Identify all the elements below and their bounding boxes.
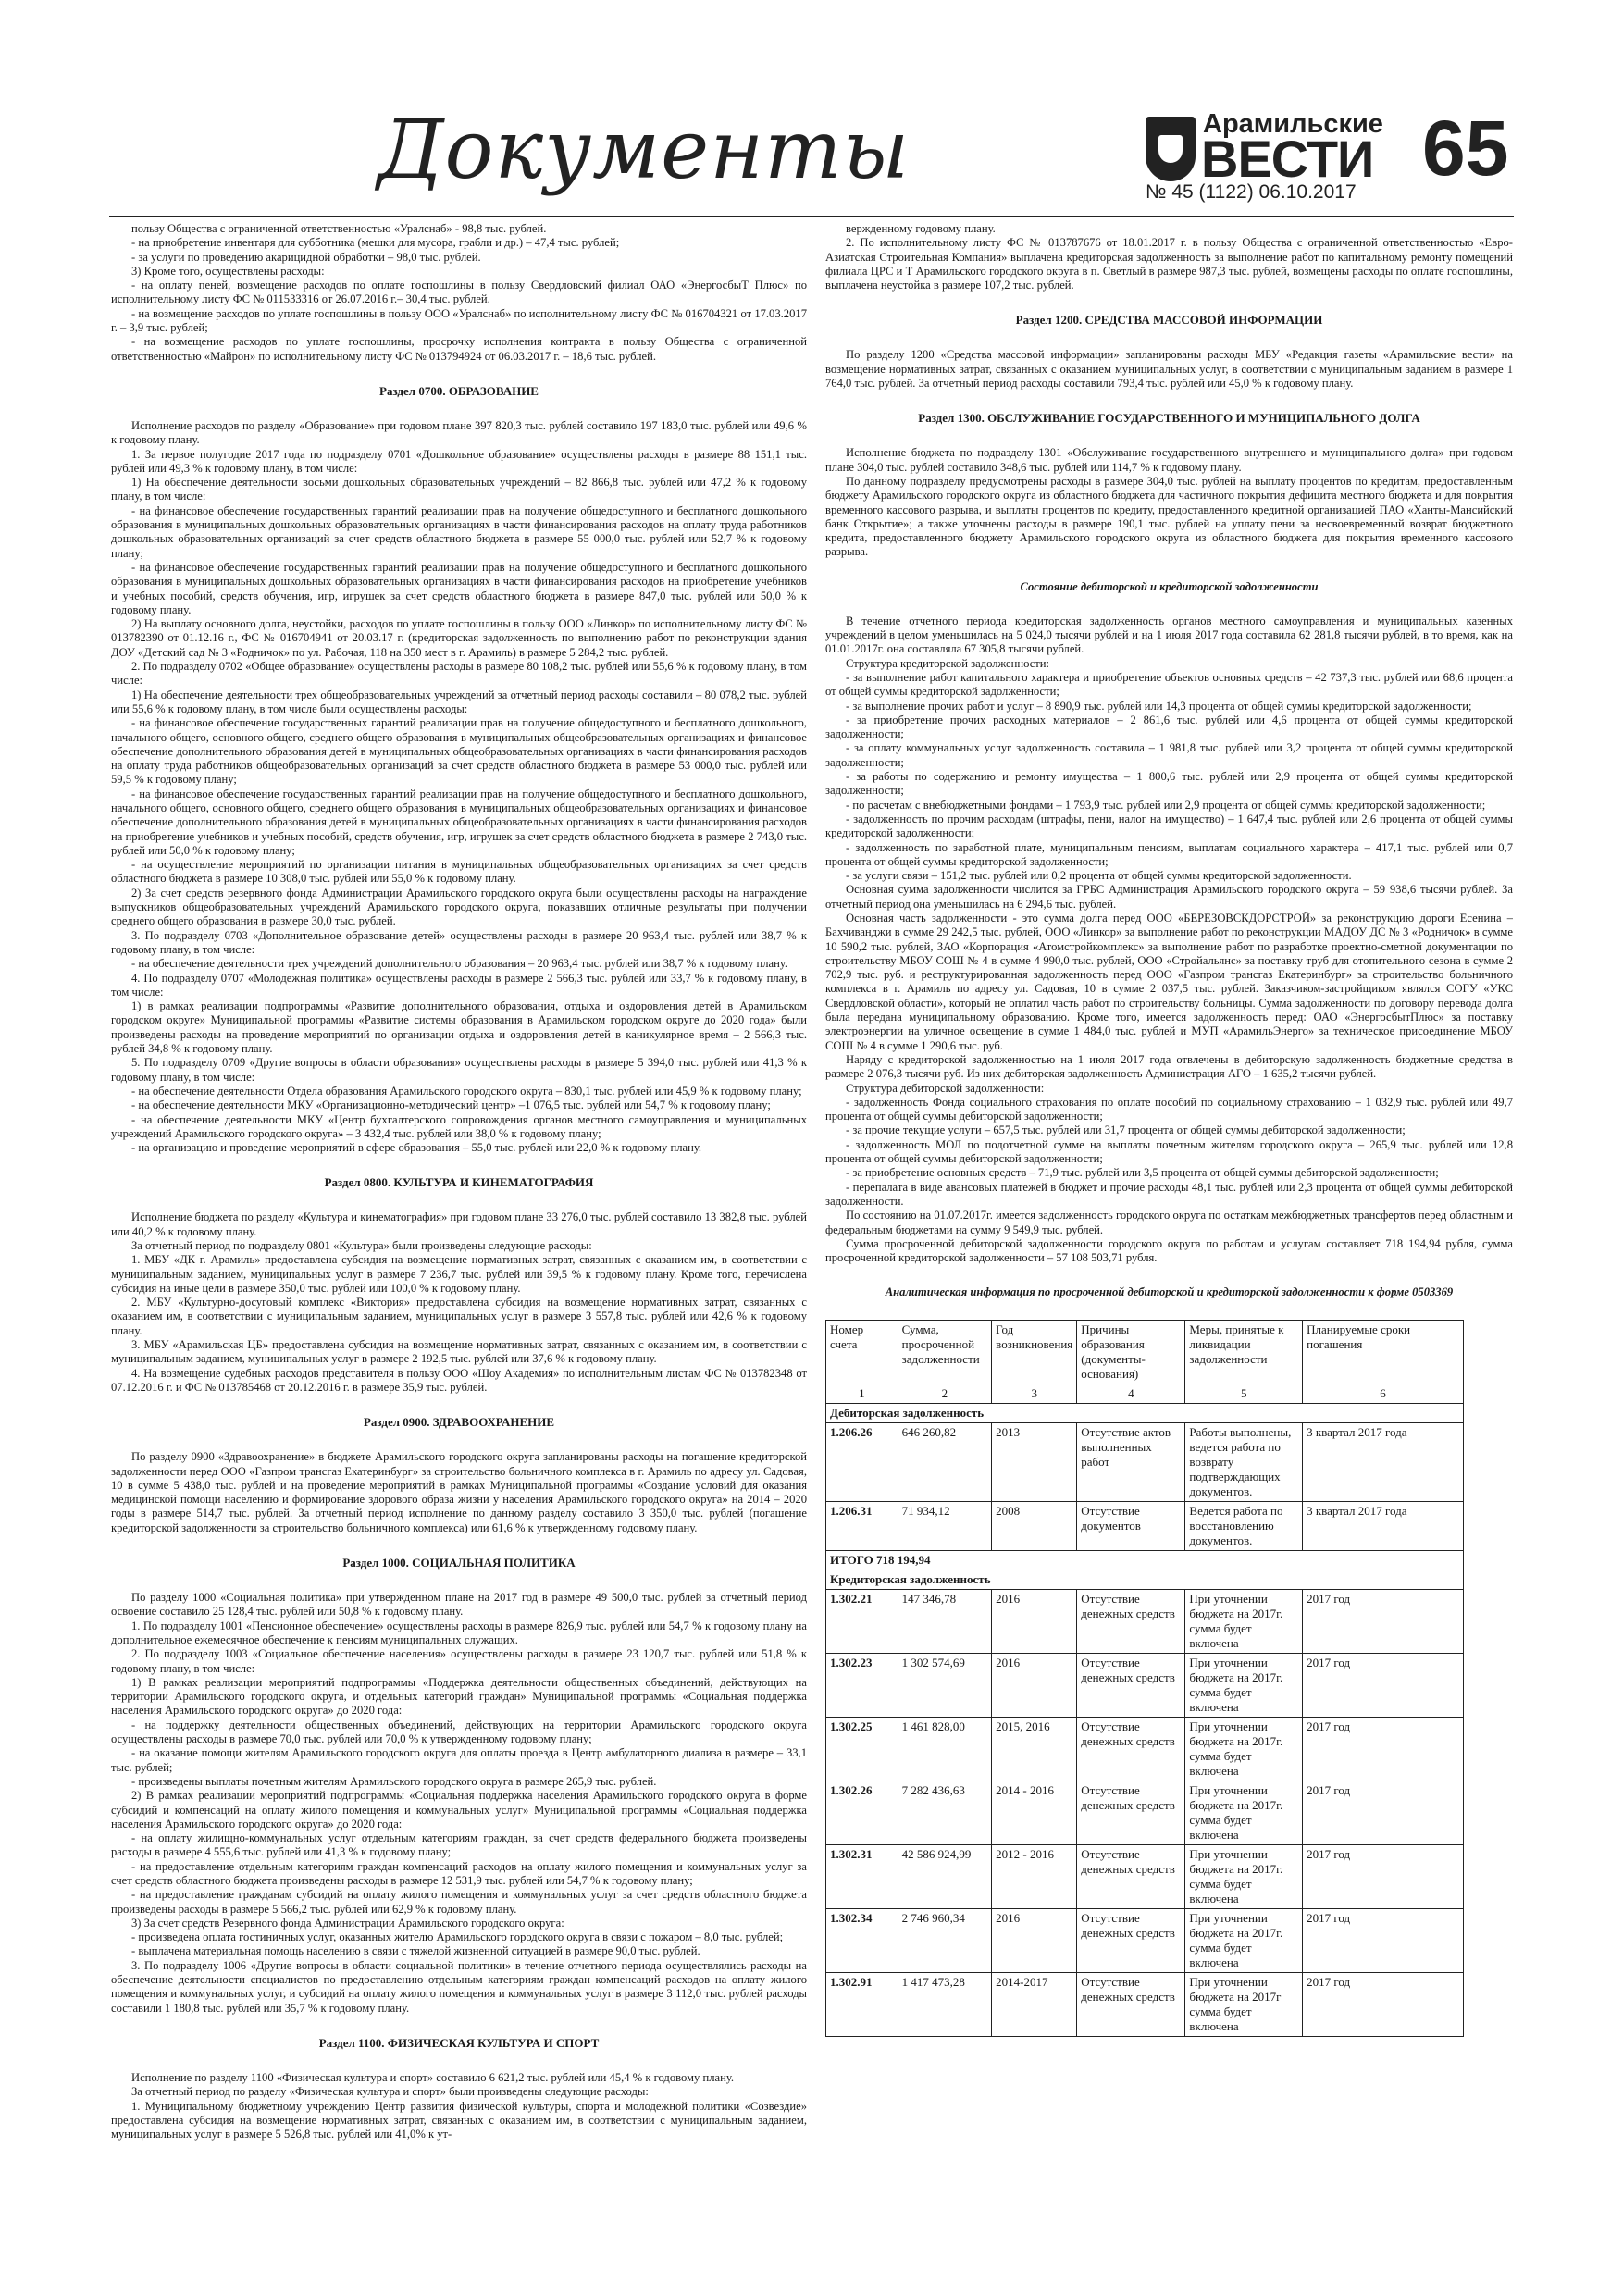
table-cell: Отсутствие актов выполненных работ [1077,1423,1185,1502]
header-divider [109,216,1514,217]
sub-heading: Состояние дебиторской и кредиторской задолженности [1020,579,1319,593]
paragraph: - за оплату коммунальных услуг задолженность составила – 1 981,8 тыс. рублей или 3,2 процента от общей суммы кредиторской задолженности; [825,741,1513,769]
paragraph: - за выполнение прочих работ и услуг – 8 890,9 тыс. рублей или 14,3 процента от общей суммы кредиторской задолженности; [846,699,1472,713]
right-column-text [825,222,1513,1299]
paragraph: - на финансовое обеспечение государственных гарантий реализации прав на получение общедоступного и бесплатного дошкольного, начального общего, основного общего, среднего общего образования в муниципальных общеобразовательных организациях и финансовое обеспечение дополнительного образования детей в муниципальных общеобразовательных организациях в части финансирования расходов на оплату труда работников общеобразовательных организаций за счет средств областного бюджета в размере 53 000,0 тыс. рублей или 59,5 % к годовому плану; [111,716,807,787]
paragraph: - на поддержку деятельности общественных объединений, действующих на территории Арамильского городского округа осуществлены расходы в размере 70,0 тыс. рублей или 70,0 % к утвержденному годовому плану; [111,1718,807,1746]
paragraph: - за прочие текущие услуги – 657,5 тыс. рублей или 31,7 процента от общей суммы дебиторской задолженности; [846,1123,1406,1137]
section-title: Документы [378,102,911,197]
paragraph: - на организацию и проведение мероприятий в сфере образования – 55,0 тыс. рублей или 22,0 % к годовому плану. [131,1141,702,1155]
section-heading: Раздел 0900. ЗДРАВООХРАНЕНИЕ [363,1415,555,1430]
table-row [826,1718,1464,1781]
section-heading: Раздел 1100. ФИЗИЧЕСКАЯ КУЛЬТУРА И СПОРТ [318,2035,600,2050]
table-cell: 1.206.26 [826,1423,898,1502]
paragraph: Наряду с кредиторской задолженностью на 1 июля 2017 года отвлечены в дебиторскую задолженность бюджетные средства в размере 2 076,3 тысячи руб. Из них дебиторская задолженность Администрация АГО – 1 635,2 тысячи рублей. [825,1052,1513,1081]
paragraph: 3. По подразделу 0703 «Дополнительное образование детей» осуществлены расходы в размере 20 963,4 тыс. рублей или 38,7 % к годовому плану, в том числе: [111,928,807,956]
table-cell: 2 746 960,34 [898,1909,992,1973]
logo-name-top: Арамильские [1203,109,1383,139]
table-cell: 2014-2017 [992,1973,1077,2037]
table-cell: 2017 год [1303,1654,1464,1718]
table-header-row [826,1321,1464,1384]
paragraph: Исполнение бюджета по разделу «Культура и кинематография» при годовом плане 33 276,0 тыс. рублей составило 13 382,8 тыс. рублей или 40,2 % к годовому плану. [111,1210,807,1238]
paragraph: 2) В рамках реализации мероприятий подпрограммы «Социальная поддержка населения Арамильского городского округа в форме субсидий и компенсаций на оплату жилого помещения и коммунальных услуг» Муниципальной программы «Социальная поддержка населения Арамильского городского округа» до 2020 года: [111,1789,807,1831]
table-cell: При уточнении бюджета на 2017г. сумма будет включена [1185,1718,1303,1781]
col-number: 5 [1185,1384,1303,1404]
paragraph: По разделу 1000 «Социальная политика» при утвержденном плане на 2017 год в размере 49 500,0 тыс. рублей за отчетный период освоение составило 25 128,4 тыс. рублей или 50,8 % к годовому плану. [111,1591,807,1619]
paragraph: 1. МБУ «ДК г. Арамиль» предоставлена субсидия на возмещение нормативных затрат, связанных с оказанием им, в соответствии с муниципальным заданием, муниципальных услуг в размере 7 236,7 тыс. рублей или 39,5 % к годовому плану. Кроме того, перечислена субсидия на иные цели в размере 350,0 тыс. рублей или 100,0 % к годовому плану. [111,1253,807,1295]
table-cell: 2016 [992,1590,1077,1654]
table-cell: 1 461 828,00 [898,1718,992,1781]
table-cell: Отсутствие денежных средств [1077,1909,1185,1973]
table-cell: 2017 год [1303,1845,1464,1909]
table-cell: 1.302.21 [826,1590,898,1654]
paragraph: 1) На обеспечение деятельности трех общеобразовательных учреждений за отчетный период расходы составили – 80 078,2 тыс. рублей или 55,6 % к годовому плану, в том числе были осуществлены расходы: [111,688,807,715]
table-cell: 2017 год [1303,1781,1464,1845]
paragraph: 2. МБУ «Культурно-досуговый комплекс «Виктория» предоставлена субсидия на возмещение нормативных затрат, связанных с оказанием им, в соответствии с муниципальным заданием, муниципальных услуг в размере 3 557,8 тыс. рублей или 42,6 % к годовому плану. [111,1296,807,1337]
table-cell: 3 квартал 2017 года [1303,1423,1464,1502]
issue-info: № 45 (1122) 06.10.2017 [1146,181,1357,203]
table-cell: 7 282 436,63 [898,1781,992,1845]
paragraph: - произведены выплаты почетным жителям Арамильского городского округа в размере 265,9 тыс. рублей. [131,1774,657,1788]
paragraph: 4. По подразделу 0707 «Молодежная политика» осуществлены расходы в размере 2 566,3 тыс. рублей или 33,7 % к годовому плану, в том числе: [111,971,807,999]
page-number: 65 [1422,105,1509,192]
col-header: Причины образования (документы-основания) [1077,1321,1185,1384]
paragraph: - на возмещение расходов по уплате госпошлины, просрочку исполнения контракта в пользу Общества с ограниченной ответственностью «Майрон» по исполнительному листу ФС № 013794924 от 06.03.2017 г. – 18,6 тыс. рублей. [111,335,807,363]
table-cell: При уточнении бюджета на 2017г сумма будет включена [1185,1973,1303,2037]
paragraph: 3. МБУ «Арамильская ЦБ» предоставлена субсидия на возмещение нормативных затрат, связанных с оказанием им, в соответствии с муниципальным заданием, муниципальных услуг в размере 2 192,5 тыс. рублей или 37,6 % к годовому плану. [111,1338,807,1366]
paragraph: - за услуги связи – 151,2 тыс. рублей или 0,2 процента от общей суммы кредиторской задолженности. [846,869,1352,883]
table-row [826,1590,1464,1654]
paragraph: - выплачена материальная помощь населению в связи с тяжелой жизненной ситуацией в размере 90,0 тыс. рублей. [131,1944,700,1958]
paragraph: - на предоставление отдельным категориям граждан компенсаций расходов на оплату жилого помещения и коммунальных услуг за счет средств областного бюджета произведены расходы в размере 12 531,9 тыс. рублей или 54,7 % к годовому плану; [111,1859,807,1887]
table-cell: 2016 [992,1909,1077,1973]
table-cell: 2014 - 2016 [992,1781,1077,1845]
paragraph: 4. На возмещение судебных расходов представителя в пользу ООО «Шоу Академия» по исполнительным листам ФС № 013782348 от 07.12.2016 г. и ФС № 013785468 от 20.12.2016 г. в размере 35,9 тыс. рублей. [111,1366,807,1394]
paragraph: За отчетный период по подразделу 0801 «Культура» были произведены следующие расходы: [131,1239,592,1252]
col-header: Меры, принятые к ликвидации задолженности [1185,1321,1303,1384]
table-cell: При уточнении бюджета на 2017г. сумма будет включена [1185,1781,1303,1845]
paragraph: - задолженность по прочим расходам (штрафы, пени, налог на имущество) – 1 647,4 тыс. рублей или 2,6 процента от общей суммы кредиторской задолженности; [825,812,1513,840]
paragraph: - на осуществление мероприятий по организации питания в муниципальных общеобразовательных организациях за счет средств областного бюджета в размере 10 308,0 тыс. рублей или 55,0 % к годовому плану. [111,858,807,886]
table-row [826,1423,1464,1502]
table-cell: 71 934,12 [898,1502,992,1551]
table-cell: 1.206.31 [826,1502,898,1551]
paragraph: Структура дебиторской задолженности: [846,1081,1045,1095]
newspaper-logo [1146,104,1383,188]
paragraph: - по расчетам с внебюджетными фондами – 1 793,9 тыс. рублей или 2,9 процента от общей суммы кредиторской задолженности; [846,798,1486,812]
section-heading: Раздел 0700. ОБРАЗОВАНИЕ [379,383,539,398]
section-label: Кредиторская задолженность [826,1570,1464,1590]
paragraph: - на оплату пеней, возмещение расходов по оплате госпошлины в пользу Свердловский филиал ОАО «ЭнергосбыТ Плюс» по исполнительному листу ФС № 011533316 от 26.07.2016 г.– 30,4 тыс. рублей. [111,279,807,306]
col-number: 1 [826,1384,898,1404]
table-section-row [826,1551,1464,1570]
paragraph: - на финансовое обеспечение государственных гарантий реализации прав на получение общедоступного и бесплатного дошкольного образования в муниципальных дошкольных образовательных организациях в части финансирования расходов на оплату труда работников дошкольных образовательных организаций за счет средств областного бюджета в размере 55 000,0 тыс. рублей или 52,7 % к годовому плану; [111,503,807,560]
paragraph: По состоянию на 01.07.2017г. имеется задолженность городского округа по остаткам межбюджетных трансфертов перед областным и федеральным бюджетами на сумму 9 549,9 тыс. рублей. [825,1209,1513,1236]
paragraph: пользу Общества с ограниченной ответственностью «Уралснаб» - 98,8 тыс. рублей. [131,222,547,235]
table-cell: 2008 [992,1502,1077,1551]
coat-of-arms-icon [1146,117,1196,181]
table-section-row [826,1404,1464,1423]
table-cell: 3 квартал 2017 года [1303,1502,1464,1551]
paragraph: Исполнение расходов по разделу «Образование» при годовом плане 397 820,3 тыс. рублей составило 197 183,0 тыс. рублей или 49,6 % к годовому плану. [111,418,807,447]
paragraph: 3. По подразделу 1006 «Другие вопросы в области социальной политики» в течение отчетного периода осуществлялись расходы на обеспечение деятельности специалистов по предоставлению отдельным категориям граждан компенсаций расходов на оплату жилого помещения и коммунальных услуг, и субсидий на оплату жилого помещения и коммунальных услуг в размере 3 112,0 тыс. рублей расходы составили 1 180,8 тыс. рублей или 35,7 % к годовому плану. [111,1958,807,2015]
right-column [825,222,1513,2240]
paragraph: - на предоставление гражданам субсидий на оплату жилого помещения и коммунальных услуг за счет средств областного бюджета произведены расходы в размере 5 566,2 тыс. рублей или 62,9 % к годовому плану. [111,1888,807,1916]
table-cell: 2017 год [1303,1909,1464,1973]
paragraph: вержденному годовому плану. [846,222,996,235]
table-row [826,1654,1464,1718]
sub-heading: Аналитическая информация по просроченной дебиторской и кредиторской задолженности к форме 0503369 [885,1285,1454,1299]
paragraph: Исполнение бюджета по подразделу 1301 «Обслуживание государственного внутреннего и муниципального долга» при годовом плане 304,0 тыс. рублей составило 348,6 тыс. рублей или 114,7 % к годовому плану. [825,446,1513,474]
section-label: ИТОГО 718 194,94 [826,1551,1464,1570]
col-number: 4 [1077,1384,1185,1404]
table-cell: 1.302.34 [826,1909,898,1973]
paragraph: - на обеспечение деятельности МКУ «Организационно-методический центр» –1 076,5 тыс. рублей или 54,7 % к годовому плану; [131,1098,771,1112]
table-section-row [826,1570,1464,1590]
table-cell: 1.302.91 [826,1973,898,2037]
paragraph: 1. Муниципальному бюджетному учреждению Центр развития физической культуры, спорта и молодежной политики «Созвездие» предоставлена субсидия на возмещение нормативных затрат, связанных с оказанием им, в соответствии с муниципальным заданием, муниципальных услуг в размере 5 526,8 тыс. рублей или 41,0% к ут- [111,2099,807,2141]
table-cell: 2016 [992,1654,1077,1718]
paragraph: - за приобретение прочих расходных материалов – 2 861,6 тыс. рублей или 4,6 процента от общей суммы кредиторской задолженности; [825,713,1513,741]
paragraph: 3) За счет средств Резервного фонда Администрации Арамильского городского округа: [131,1916,564,1930]
paragraph: 3) Кроме того, осуществлены расходы: [131,264,325,278]
paragraph: Основная сумма задолженности числится за ГРБС Администрация Арамильского городского округа – 59 938,6 тысячи рублей. За отчетный период она уменьшилась на 6 294,6 тыс. рублей. [825,883,1513,911]
table-cell: 2017 год [1303,1973,1464,2037]
paragraph: - на финансовое обеспечение государственных гарантий реализации прав на получение общедоступного и бесплатного дошкольного образования в муниципальных дошкольных образовательных организациях в части финансирования расходов на приобретение учебников и учебных пособий, средств обучения, игр, игрушек за счет средств областного бюджета в размере 847,0 тыс. рублей или 50,0 % к годовому плану. [111,560,807,616]
paragraph: Структура кредиторской задолженности: [846,656,1050,670]
paragraph: - задолженность МОЛ по подотчетной сумме на выплаты почетным жителям городского округа – 265,9 тыс. рублей или 12,8 процента от общей суммы дебиторской задолженности; [825,1137,1513,1166]
table-cell: 2015, 2016 [992,1718,1077,1781]
paragraph: - на финансовое обеспечение государственных гарантий реализации прав на получение общедоступного и бесплатного дошкольного, начального общего, основного общего, среднего общего образования в муниципальных общеобразовательных организациях и финансовое обеспечение дополнительного образования детей в муниципальных общеобразовательных организациях в части финансирования расходов на приобретение учебников и учебных пособий, средств обучения, игр, игрушек за счет средств областного бюджета в размере 2 743,0 тыс. рублей или 50,0 % к годовому плану; [111,787,807,857]
table-row [826,1845,1464,1909]
paragraph: - за работы по содержанию и ремонту имущества – 1 800,6 тыс. рублей или 2,9 процента от общей суммы кредиторской задолженности; [825,770,1513,798]
paragraph: 1) На обеспечение деятельности восьми дошкольных образовательных учреждений – 82 866,8 тыс. рублей или 47,2 % к годовому плану, в том числе: [111,476,807,503]
paragraph: 2) За счет средств резервного фонда Администрации Арамильского городского округа были осуществлены расходы на награждение выпускников общеобразовательных учреждений Арамильского городского округа, показавших отличные результаты при получении среднего общего образования в размере 30,0 тыс. рублей. [111,886,807,928]
paragraph: По данному подразделу предусмотрены расходы в размере 304,0 тыс. рублей на выплату процентов по кредитам, предоставленным бюджету Арамильского городского округа из областного бюджета для частичного покрытия дефицита местного бюджета и для покрытия временного кассового разрыва, и выплаты процентов по кредиту, предоставленного кредитной организацией ПАО «Ханты-Мансийский банк Открытие»; а также уточнены расходы в размере 190,1 тыс. рублей на уплату пени за несвоевременный возврат бюджетного кредита, предоставленного бюджету Арамильского городского округа из областного бюджета для покрытия временного кассового разрыва. [825,474,1513,559]
col-number: 6 [1303,1384,1464,1404]
section-label: Дебиторская задолженность [826,1404,1464,1423]
table-cell: При уточнении бюджета на 2017г. сумма будет включена [1185,1845,1303,1909]
paragraph: 1) в рамках реализации подпрограммы «Развитие дополнительного образования, отдыха и оздоровления детей в Арамильском городском округе» Муниципальной программы «Развитие системы образования в Арамильском городском округе до 2020 года» были произведены расходы на проведение мероприятий по организации отдыха и оздоровления детей в каникулярное время – 2 566,3 тыс. рублей 34,8 % к годовому плану. [111,999,807,1056]
table-cell: Ведется работа по восстановлению документов. [1185,1502,1303,1551]
paragraph: За отчетный период по разделу «Физическая культура и спорт» были произведены следующие расходы: [131,2085,649,2099]
paragraph: - на обеспечение деятельности МКУ «Центр бухгалтерского сопровождения органов местного самоуправления и муниципальных учреждений Арамильского городского округа» – 3 432,4 тыс. рублей или 38,0 % к годовому плану; [111,1112,807,1140]
table-cell: 1.302.26 [826,1781,898,1845]
table-cell: Отсутствие денежных средств [1077,1654,1185,1718]
table-cell: Отсутствие денежных средств [1077,1781,1185,1845]
table-cell: 1.302.25 [826,1718,898,1781]
col-header: Сумма, просроченной задолженности [898,1321,992,1384]
paragraph: 2. По подразделу 0702 «Общее образование» осуществлены расходы в размере 80 108,2 тыс. рублей или 55,6 % к годовому плану, в том числе: [111,660,807,688]
paragraph: - задолженность по заработной плате, муниципальным пенсиям, выплатам социального характера – 417,1 тыс. рублей или 0,7 процента от общей суммы кредиторской задолженности; [825,840,1513,868]
debt-table [825,1320,1464,2037]
table-cell: 2017 год [1303,1590,1464,1654]
table-number-row [826,1384,1464,1404]
paragraph: - на обеспечение деятельности Отдела образования Арамильского городского округа – 830,1 тыс. рублей или 45,9 % к годовому плану; [131,1084,802,1098]
table-cell: Отсутствие денежных средств [1077,1718,1185,1781]
table-cell: 2013 [992,1423,1077,1502]
col-header: Год возникновения [992,1321,1077,1384]
paragraph: В течение отчетного периода кредиторская задолженность органов местного самоуправления и муниципальных казенных учреждений в целом уменьшилась на 5 024,0 тысячи рублей и на 1 июля 2017 года составила 62 281,8 тысячи рублей, в то время, как на 01.01.2017г. она составляла 67 305,8 тысячи рублей. [825,614,1513,656]
section-heading: Раздел 1200. СРЕДСТВА МАССОВОЙ ИНФОРМАЦИИ [1015,313,1323,328]
paragraph: 5. По подразделу 0709 «Другие вопросы в области образования» осуществлены расходы в размере 5 394,0 тыс. рублей или 41,3 % к годовому плану, в том числе: [111,1056,807,1084]
table-cell: Отсутствие денежных средств [1077,1973,1185,2037]
paragraph: - произведена оплата гостиничных услуг, оказанных жителю Арамильского городского округа в связи с пожаром – 8,0 тыс. рублей; [131,1930,784,1944]
table-cell: 1 302 574,69 [898,1654,992,1718]
paragraph: Исполнение по разделу 1100 «Физическая культура и спорт» составило 6 621,2 тыс. рублей или 45,4 % к годовому плану. [131,2070,734,2084]
table-cell: 2017 год [1303,1718,1464,1781]
paragraph: По разделу 0900 «Здравоохранение» в бюджете Арамильского городского округа запланированы расходы на погашение кредиторской задолженности перед ООО «Газпром трансгаз Екатеринбург» за строительство больничного комплекса в г. Арамиль по адресу ул. Садовая, 10 в сумме 5 438,0 тыс. рублей и на проведение мероприятий в рамках Муниципальной программы «Создание условий для оказания медицинской помощи населению и формирование здорового образа жизни у населения Арамильского городского округа» на 2014 – 2020 годы в размере 514,7 тыс. рублей. За отчетный период исполнение по данному разделу составило 3 350,0 тыс. рублей (погашение кредиторской задолженности за строительство больничного комплекса) или 61,6 % к утвержденному годовому плану. [111,1450,807,1534]
paragraph: По разделу 1200 «Средства массовой информации» запланированы расходы МБУ «Редакция газеты «Арамильские вести» на возмещение нормативных затрат, связанных с оказанием муниципальных услуг, в соответствии с муниципальным заданием в размере 1 764,0 тыс. рублей. За отчетный период расходы составили 793,4 тыс. рублей или 45,0 % к годовому плану. [825,348,1513,391]
table-row [826,1502,1464,1551]
col-number: 2 [898,1384,992,1404]
table-cell: 147 346,78 [898,1590,992,1654]
paragraph: 2. По исполнительному листу ФС № 013787676 от 18.01.2017 г. в пользу Общества с ограниченной ответственностью «Евро-Азиатская Строительная Компания» выплачена кредиторская задолженность за выполнение работ по капитальному ремонту помещений филиала ЦРС и Т Арамильского городского округа в п. Светлый в размере 987,3 тыс. рублей, возмещены расходы по оплате госпошлины, выплачена неустойка в размере 107,2 тыс. рублей. [825,236,1513,292]
table-cell: При уточнении бюджета на 2017г. сумма будет включена [1185,1909,1303,1973]
table-cell: Отсутствие документов [1077,1502,1185,1551]
paragraph: - за выполнение работ капитального характера и приобретение объектов основных средств – 42 737,3 тыс. рублей или 68,6 процента от общей суммы кредиторской задолженности; [825,670,1513,699]
paragraph: - на приобретение инвентаря для субботника (мешки для мусора, грабли и др.) – 47,4 тыс. рублей; [131,236,620,250]
table-cell: Работы выполнены, ведется работа по возврату подтверждающих документов. [1185,1423,1303,1502]
table-cell: 2012 - 2016 [992,1845,1077,1909]
paragraph: - на оплату жилищно-коммунальных услуг отдельным категориям граждан, за счет средств федерального бюджета произведены расходы в размере 4 555,6 тыс. рублей или 41,3 % к годовому плану; [111,1831,807,1859]
paragraph: - на возмещение расходов по уплате госпошлины в пользу ООО «Уралснаб» по исполнительному листу ФС № 016704321 от 17.03.2017 г. – 3,9 тыс. рублей; [111,306,807,335]
table-row [826,1973,1464,2037]
paragraph: 2) На выплату основного долга, неустойки, расходов по уплате госпошлины в пользу ООО «Линкор» по исполнительному листу ФС № 013782390 от 01.12.16 г., ФС № 016704941 от 20.03.17 г. (кредиторская задолженность по выполнению работ по реконструкции здания ДОУ «Детский сад № 3 «Родничок» по ул. Рабочая, 118 на 350 мест в г. Арамиль) в размере 5 284,2 тыс. рублей. [111,617,807,659]
paragraph: - перепалата в виде авансовых платежей в бюджет и прочие расходы 48,1 тыс. рублей или 2,3 процента от общей суммы дебиторской задолженности. [825,1180,1513,1208]
table-cell: 1.302.23 [826,1654,898,1718]
logo-name-bottom: ВЕСТИ [1201,130,1374,188]
col-header: Номер счета [826,1321,898,1384]
page-header [0,0,1623,217]
table-cell: 1.302.31 [826,1845,898,1909]
paragraph: Сумма просроченной дебиторской задолженности городского округа по работам и услугам составляет 718 194,94 рубля, сумма просроченной кредиторской задолженности – 57 108 503,71 рубля. [825,1236,1513,1265]
paragraph: 1) В рамках реализации мероприятий подпрограммы «Поддержка деятельности общественных объединений, действующих на территории Арамильского городского округа, и отдельных категорий граждан» Муниципальной программы «Социальная поддержка населения Арамильского городского округа» до 2020 года: [111,1675,807,1718]
left-column [111,222,807,2240]
section-heading: Раздел 1300. ОБСЛУЖИВАНИЕ ГОСУДАРСТВЕННОГО И МУНИЦИПАЛЬНОГО ДОЛГА [918,411,1420,426]
paragraph: 2. По подразделу 1003 «Социальное обеспечение населения» осуществлены расходы в размере 23 120,7 тыс. рублей или 51,8 % к годовому плану, в том числе: [111,1647,807,1675]
paragraph: - за приобретение основных средств – 71,9 тыс. рублей или 3,5 процента от общей суммы дебиторской задолженности; [846,1166,1439,1180]
table-row [826,1781,1464,1845]
section-heading: Раздел 0800. КУЛЬТУРА И КИНЕМАТОГРАФИЯ [324,1175,594,1190]
paragraph: - задолженность Фонда социального страхования по оплате пособий по социальному страхованию – 1 032,9 тыс. рублей или 49,7 процента от общей суммы дебиторской задолженности; [825,1095,1513,1123]
section-heading: Раздел 1000. СОЦИАЛЬНАЯ ПОЛИТИКА [342,1556,576,1570]
col-header: Планируемые сроки погашения [1303,1321,1464,1384]
table-cell: Отсутствие денежных средств [1077,1590,1185,1654]
paragraph: 1. По подразделу 1001 «Пенсионное обеспечение» осуществлены расходы в размере 826,9 тыс. рублей или 54,7 % к годовому плану на дополнительное ежемесячное обеспечение к пенсиям муниципальных служащих. [111,1619,807,1646]
col-number: 3 [992,1384,1077,1404]
paragraph: 1. За первое полугодие 2017 года по подразделу 0701 «Дошкольное образование» осуществлены расходы в размере 88 151,1 тыс. рублей или 49,3 % к годовому плану, в том числе: [111,447,807,475]
table-cell: Отсутствие денежных средств [1077,1845,1185,1909]
paragraph: - на оказание помощи жителям Арамильского городского округа для оплаты проезда в Центр амбулаторного диализа в размере – 33,1 тыс. рублей; [111,1746,807,1774]
paragraph: - на обеспечение деятельности трех учреждений дополнительного образования – 20 963,4 тыс. рублей или 38,7 % к годовому плану. [131,957,788,971]
paragraph: - за услуги по проведению акарицидной обработки – 98,0 тыс. рублей. [131,250,481,264]
table-cell: При уточнении бюджета на 2017г. сумма будет включена [1185,1590,1303,1654]
table-row [826,1909,1464,1973]
table-cell: 42 586 924,99 [898,1845,992,1909]
table-cell: 646 260,82 [898,1423,992,1502]
paragraph: Основная часть задолженности - это сумма долга перед ООО «БЕРЕЗОВСКДОРСТРОЙ» за реконструкцию дороги Есенина –Бахчиванджи в сумме 29 242,5 тыс. рублей, ООО «Линкор» за выполнение работ по реконструкции МАДОУ ДС № 3 «Родничок» в сумме 10 590,2 тыс. рублей, ЗАО «Корпорация «Атомстройкомплекс» за выполнение работ по разработке проектно-сметной документации по строительству МБОУ СОШ № 4 в сумме 4 990,0 тыс. рублей, ООО «Стройальянс» за поставку труб для отопительного сезона в сумме 2 702,9 тыс. руб. и реструктурированная задолженность перед ООО «Газпром трансгаз Екатеринбург» за строительство больничного комплекса в г. Арамиль по адресу ул. Садовая, 10 в сумме 2 037,5 тыс. рублей. Заказчиком-застройщиком являлся СОГУ «УКС Свердловской области», который не оплатил часть работ по строительству больницы. Сумма задолженности по договору перевода долга была передана муниципальному образованию. Кроме того, имеется задолженность перед: ОАО «ЭнергосбытПлюс» за поставку электроэнергии на уличное освещение в сумме 1 484,0 тыс. рублей и МУП «АрамильЭнерго» за техническое присоединение МБОУ СОШ № 4 в сумме 1 290,6 тыс. руб. [825,911,1513,1052]
table-cell: 1 417 473,28 [898,1973,992,2037]
table-cell: При уточнении бюджета на 2017г. сумма будет включена [1185,1654,1303,1718]
